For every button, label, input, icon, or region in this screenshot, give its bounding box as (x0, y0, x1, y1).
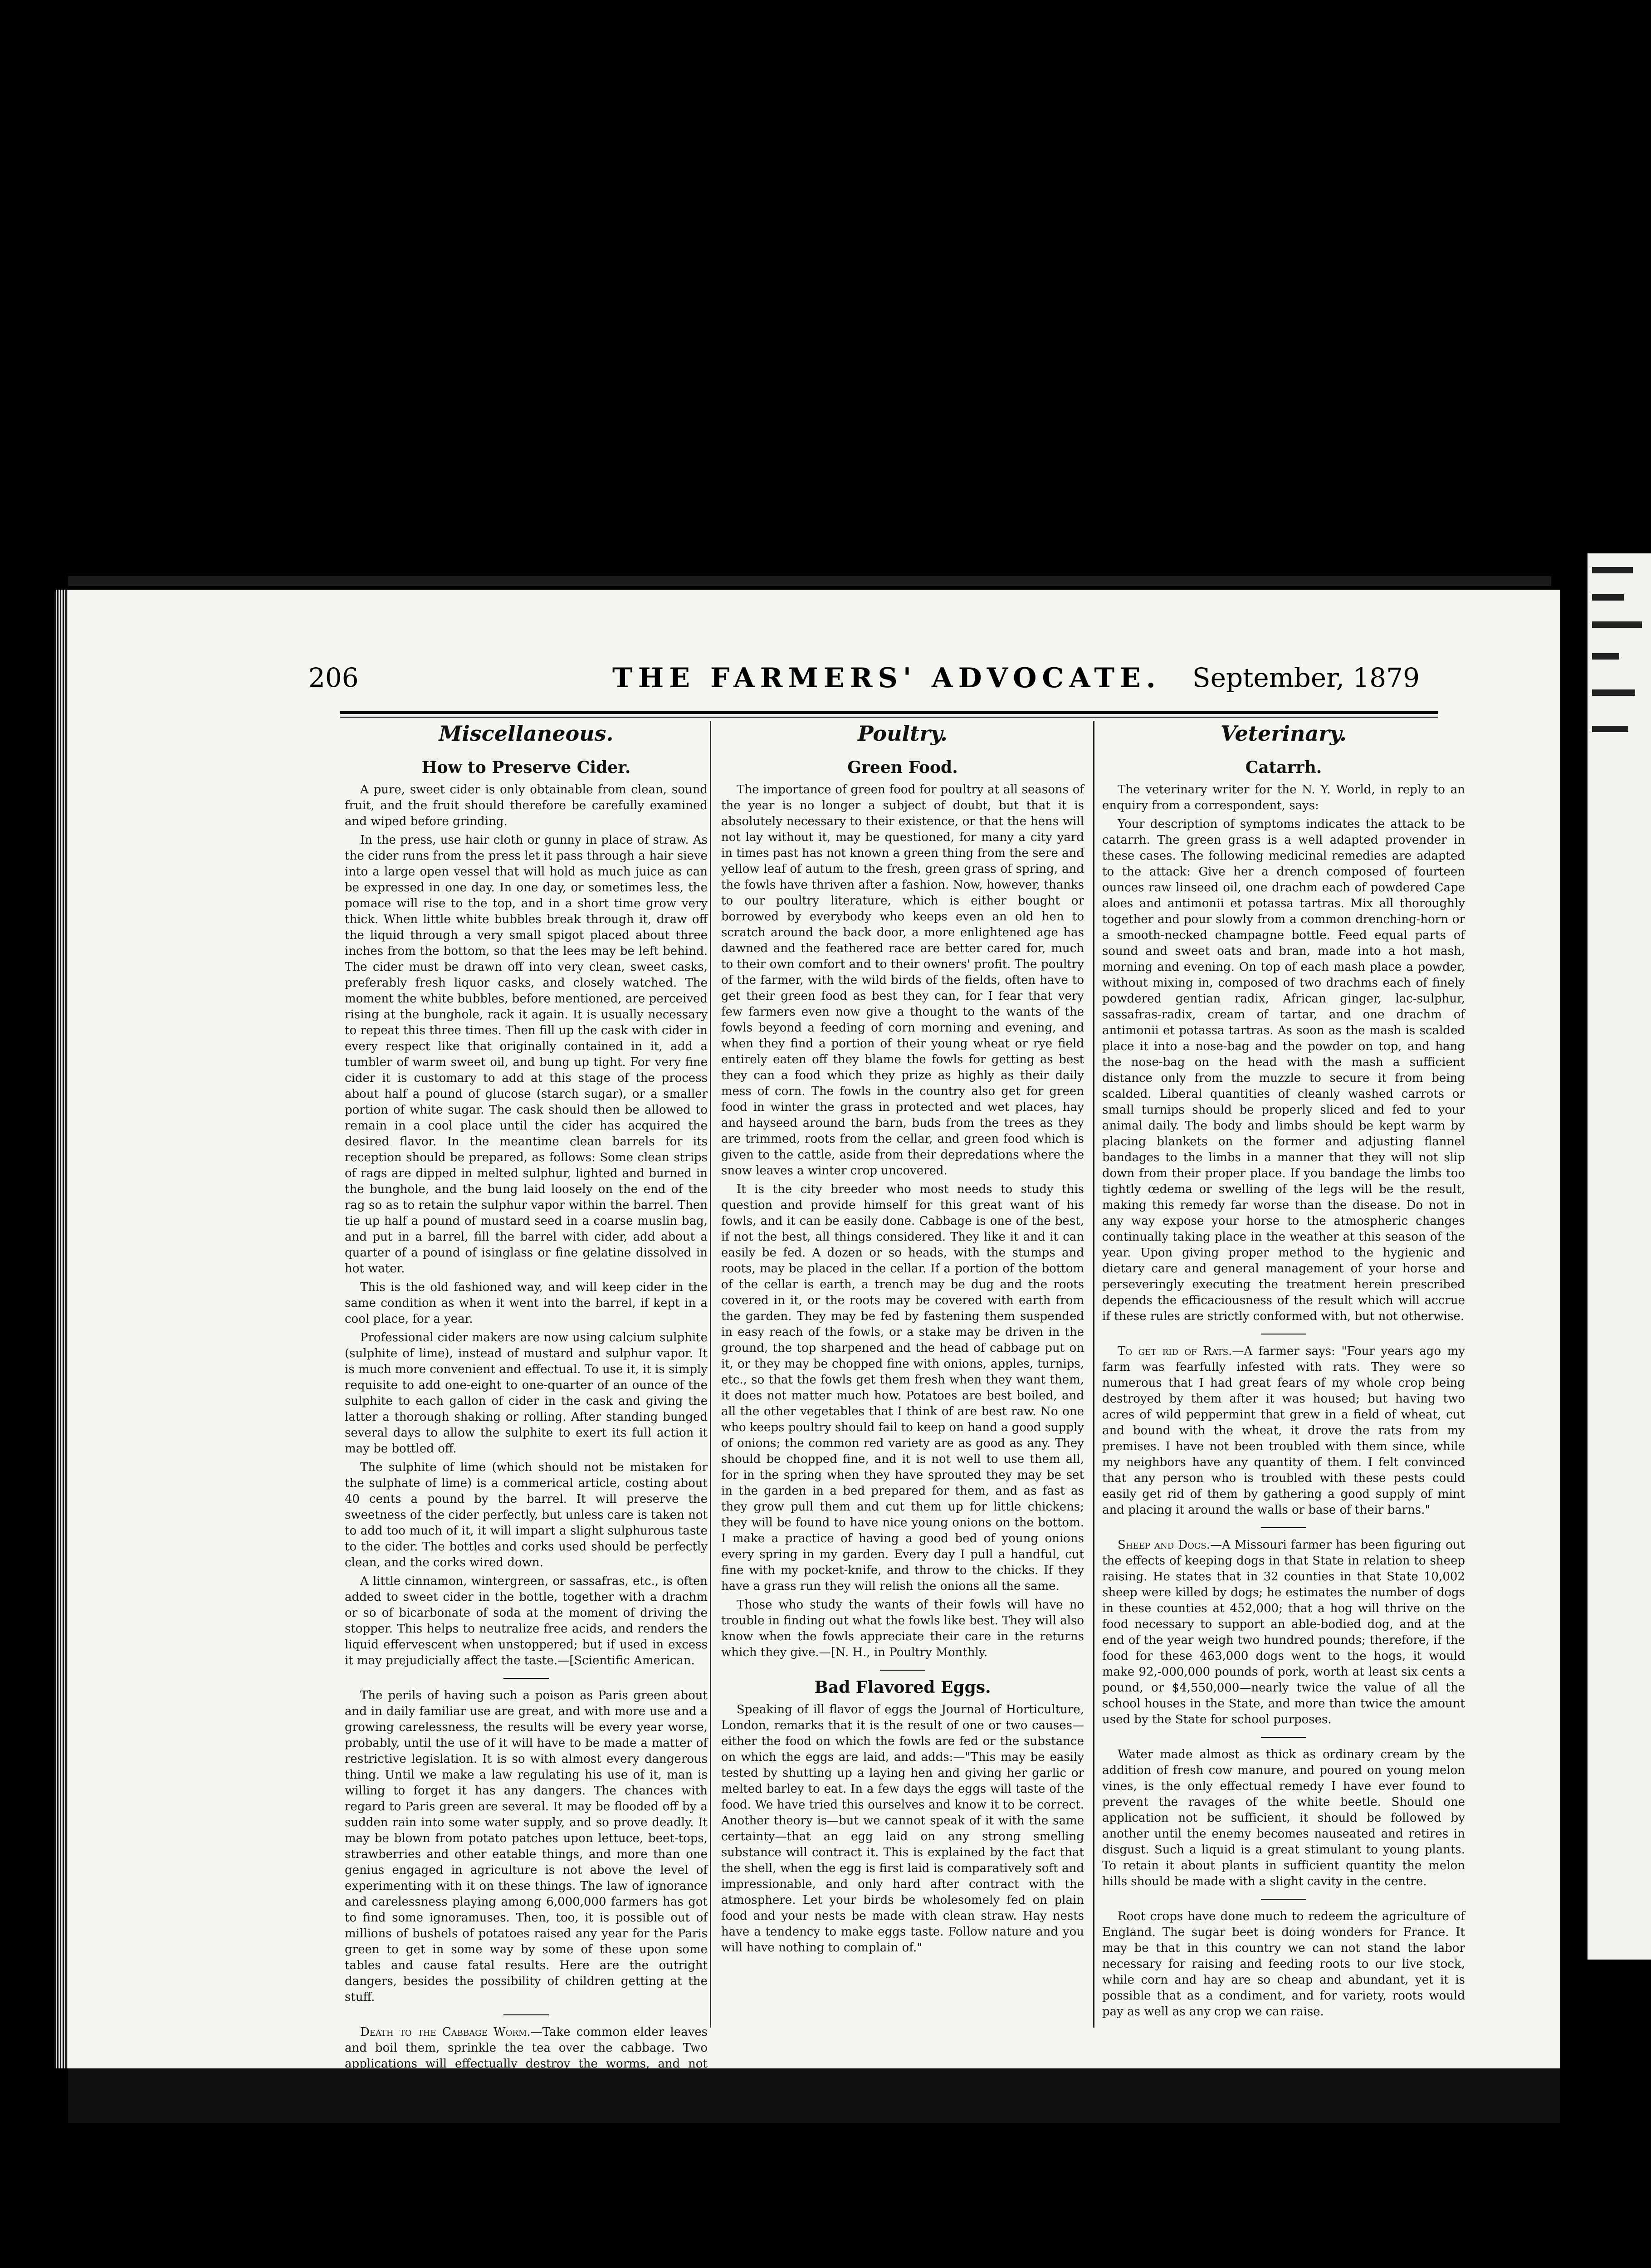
divider (1261, 1737, 1306, 1738)
article-title: Catarrh. (1245, 758, 1322, 777)
item-lead: Death to the Cabbage Worm. (360, 2025, 531, 2039)
article-title: Green Food. (847, 758, 958, 777)
adjacent-text-fragment (1592, 621, 1642, 628)
issue-date: September, 1879 (1192, 662, 1420, 693)
column-poultry (721, 721, 1084, 1959)
paragraph: The importance of green food for poultry at all seasons of the year is no longer a subject of doubt, but that it is absolutely necessary to their existence, or that the hens will not lay without it, may be questioned, for many a city yard in times past has not known a green thing from the sere and yellow leaf of autum to the fresh, green grass of spring, and the fowls have thriven after a fashion. Now, however, thanks to our poultry literature, which is either bought or borrowed by everybody who keeps even an old hen to scratch around the back door, a more enlightened age has dawned and the feathered race are better cared for, much to their own comfort and to their owners' profit. The poultry of the farmer, with the wild birds of the fields, often have to get their green food as best they can, for I fear that very few farmers even now give a thought to the wants of the fowls beyond a feeding of corn morning and evening, and when they find a portion of their young wheat or rye field entirely eaten off they blame the fowls for getting as best they can a food which they prize as highly as their daily mess of corn. The fowls in the country also get for green food in winter the grass in protected and wet places, hay and hayseed around the barn, buds from the trees as they are trimmed, roots from the cellar, and green food which is given to the cattle, aside from their depredations where the snow leaves a winter crop uncovered. (721, 783, 1084, 1178)
adjacent-text-fragment (1592, 726, 1628, 732)
paragraph: Professional cider makers are now using calcium sulphite (sulphite of lime), instead of mustard and sulphur vapor. It is much more convenient and effectual. To use it, it is simply requisite to add one-eight to one-quarter of an ounce of the sulphite to each gallon of cider in the cask and giving the latter a thorough shaking or rolling. After standing bunged several days to allow the sulphite to exert its full action it may be bottled off. (345, 1331, 708, 1456)
paragraph: The sulphite of lime (which should not be mistaken for the sulphate of lime) is a commerical article, costing about 40 cents a pound by the barrel. It will preserve the sweetness of the cider perfectly, but unless care is taken not to add too much of it, it will impart a slight sulphurous taste to the cider. The bottles and corks used should be perfectly clean, and the corks wired down. (345, 1461, 708, 1569)
page-number: 206 (308, 662, 359, 693)
right-frame (1560, 553, 1588, 2168)
section-title: Miscellaneous. (439, 721, 614, 746)
paragraph: The veterinary writer for the N. Y. World, in reply to an enquiry from a correspondent, says: (1102, 783, 1465, 812)
column-divider (1093, 721, 1094, 2028)
adjacent-text-fragment (1592, 594, 1624, 601)
page-header (277, 653, 1456, 699)
paragraph: Those who study the wants of their fowls will have no trouble in finding out what the fowls like best. They will also know when the fowls appreciate their care in the returns which they give.—[N. H., in Poultry Monthly. (721, 1598, 1084, 1659)
divider (503, 1678, 549, 1679)
article-title: How to Preserve Cider. (421, 758, 631, 777)
item-lead: Sheep and Dogs. (1118, 1538, 1210, 1552)
paragraph: Water made almost as thick as ordinary cream by the addition of fresh cow manure, and poured on young melon vines, is the only effectual remedy I have ever found to prevent the ravages of the white beetle. Should one application not be sufficient, it should be followed by another until the enemy becomes nauseated and retires in disgust. Such a liquid is a great stimulant to young plants. To retain it about plants in sufficient quantity the melon hills should be made with a slight cavity in the centre. (1102, 1748, 1465, 1888)
adjacent-text-fragment (1592, 689, 1635, 696)
column-divider (710, 721, 711, 2028)
paragraph: This is the old fashioned way, and will keep cider in the same condition as when it went into the barrel, if kept in a cool place, for a year. (345, 1281, 708, 1326)
section-title: Poultry. (858, 721, 948, 746)
paragraph: —A Missouri farmer has been figuring out the effects of keeping dogs in that State in relation to sheep raising. He states that in 32 counties in that State 10,002 sheep were killed by dogs; he estimates the number of dogs in these counties at 452,000; that a hog will thrive on the food necessary to support an able-bodied dog, and at the end of the year weigh two hundred pounds; therefore, if the food for these 463,000 dogs went to the hogs, it would make 92,-000,000 pounds of pork, worth at least six cents a pound, or $4,550,000—nearly twice the value of all the school houses in the State, and more than twice the amount used by the State for school purposes. (1102, 1538, 1465, 1726)
paragraph: Speaking of ill flavor of eggs the Journal of Horticulture, London, remarks that it is the result of one or two causes—either the food on which the fowls are fed or the substance on which the eggs are laid, and adds:—"This may be easily tested by shutting up a laying hen and giving her garlic or melted barley to eat. In a few days the eggs will taste of the food. We have tried this ourselves and know it to be correct. Another theory is—but we cannot speak of it with the same certainty—that an egg laid on any strong smelling substance will contract it. This is explained by the fact that the shell, when the egg is first laid is comparatively soft and impressionable, and only hard after contract with the atmosphere. Let your birds be wholesomely fed on plain food and your nests be made with clean straw. Hay nests have a tendency to make eggs taste. Follow nature and you will have nothing to complain of." (721, 1703, 1084, 1955)
paragraph: —A farmer says: "Four years ago my farm was fearfully infested with rats. They were so numerous that I had great fears of my whole crop being destroyed by them after it was housed; but having two acres of wild peppermint that grew in a field of wheat, cut and bound with the wheat, it drove the rats from my premises. I have not been troubled with them since, while my neighbors have any quantity of them. I felt convinced that any person who is troubled with these pests could easily get rid of them by gathering a good supply of mint and placing it around the walls or base of their barns." (1102, 1344, 1465, 1517)
top-frame (68, 576, 1551, 586)
divider (503, 2014, 549, 2015)
header-rule-thin (340, 717, 1438, 718)
paragraph: Your description of symptoms indicates the attack to be catarrh. The green grass is a well adapted provender in these cases. The following medicinal remedies are adapted to the attack: Give her a drench composed of fourteen ounces raw linseed oil, one drachm each of powdered Cape aloes and antimonii et potassa tartras. Mix all thoroughly together and pour slowly from a common drenching-horn or a smooth-necked champagne bottle. Feed equal parts of sound and sweet oats and bran, made into a hot mash, morning and evening. On top of each mash place a powder, without mixing in, composed of two drachms each of finely powdered gentian radix, African ginger, lac-sulphur, sassafras-radix, cream of tartar, and one drachm of antimonii et potassa tartras. As soon as the mash is scalded place it into a nose-bag and the powder on top, and hang the nose-bag on the head with the mash a sufficient distance only from the muzzle to secure it from being scalded. Liberal quantities of cleanly washed carrots or small turnips should be properly sliced and fed to your animal daily. The body and limbs should be kept warm by placing blankets on the former and adjusting flannel bandages to the limbs in a manner that they will not slip down from their proper place. If you bandage the limbs too tightly œdema or swelling of the legs will be the result, making this remedy far worse than the disease. Do not in any way expose your horse to the atmospheric changes continually taking place in the weather at this season of the year. Upon giving proper method to the hygienic and dietary care and general management of your horse and perseveringly executing the treatment herein prescribed depends the efficaciousness of the result which will accrue if these rules are strictly conformed with, but not otherwise. (1102, 817, 1465, 1323)
divider (1261, 1527, 1306, 1528)
bottom-frame (68, 2068, 1560, 2123)
item-lead: To get rid of Rats. (1118, 1344, 1232, 1358)
paragraph: A little cinnamon, wintergreen, or sassafras, etc., is often added to sweet cider in the bottle, together with a drachm or so of bicarbonate of soda at the moment of driving the stopper. This helps to neutralize free acids, and renders the liquid effervescent when unstoppered; but if used in excess it may prejudicially affect the taste.—[Scientific American. (345, 1574, 708, 1667)
adjacent-page-edge (1588, 553, 1651, 1960)
adjacent-text-fragment (1592, 567, 1633, 573)
divider (1261, 1899, 1306, 1900)
paragraph: —Take common elder leaves and boil them, sprinkle the tea over the cabbage. Two applications will effectually destroy the worms, and not injure the plants. (345, 2025, 708, 2087)
column-miscellaneous (345, 721, 708, 2091)
paragraph: A pure, sweet cider is only obtainable from clean, sound fruit, and the fruit should therefore be carefully examined and wiped before grinding. (345, 783, 708, 828)
divider (880, 1670, 925, 1671)
section-title: Veterinary. (1221, 721, 1347, 746)
column-veterinary (1102, 721, 1465, 2023)
paragraph: The perils of having such a poison as Paris green about and in daily familiar use are great, and with more use and a growing carelessness, the results will be every year worse, probably, until the use of it will have to be made a matter of restrictive legislation. It is so with almost every dangerous thing. Until we make a law regulating his use of it, man is willing to forget it has any dangers. The chances with regard to Paris green are several. It may be flooded off by a sudden rain into some water supply, and so prove deadly. It may be blown from potato patches upon lettuce, beet-tops, strawberries and other eatable things, and more than one genius engaged in agriculture is not above the level of experimenting with it on these things. The law of ignorance and carelessness playing among 6,000,000 farmers has got to find some ignoramuses. Then, too, it is possible out of millions of bushels of potatoes raised any year for the Paris green to get in some way by some of these upon some tables and cause fatal results. Here are the outright dangers, besides the possibility of children getting at the stuff. (345, 1689, 708, 2004)
article-title: Bad Flavored Eggs. (814, 1678, 991, 1697)
paragraph: It is the city breeder who most needs to study this question and provide himself for this great want of his fowls, and it can be easily done. Cabbage is one of the best, if not the best, all things considered. They like it and it can easily be fed. A dozen or so heads, with the stumps and roots, may be placed in the cellar. If a portion of the bottom of the cellar is earth, a trench may be dug and the roots covered in it, or the roots may be covered with earth from the garden. They may be fed by fastening them suspended in easy reach of the fowls, or a stake may be driven in the ground, the top sharpened and the head of cabbage put on it, or they may be chopped fine with onions, apples, turnips, etc., so that the fowls get them fresh when they want them, it does not matter much how. Potatoes are best boiled, and all the other vegetables that I think of are best raw. No one who keeps poultry should fail to keep on hand a good supply of onions; the common red variety are as good as any. They should be chopped fine, and it is not well to use them all, for in the spring when they have sprouted they may be set in the garden in a bed prepared for them, and as fast as they grow pull them and cut them up for little chickens; they will be found to have nice young onions on the bottom. I make a practice of having a good bed of young onions every spring in my garden. Every day I pull a handful, cut fine with my pocket-knife, and throw to the chicks. If they have a grass run they will relish the onions all the same. (721, 1183, 1084, 1593)
adjacent-text-fragment (1592, 653, 1619, 660)
paragraph: Root crops have done much to redeem the agriculture of England. The sugar beet is doing wonders for France. It may be that in this country we can not stand the labor necessary for raising and feeding roots to our live stock, while corn and hay are so cheap and abundant, yet it is possible that as a condiment, and for variety, roots would pay as well as any crop we can raise. (1102, 1910, 1465, 2019)
paragraph: In the press, use hair cloth or gunny in place of straw. As the cider runs from the press let it pass through a hair sieve into a large open vessel that will hold as much juice as can be expressed in one day. In one day, or sometimes less, the pomace will rise to the top, and in a short time grow very thick. When little white bubbles break through it, draw off the liquid through a very small spigot placed about three inches from the bottom, so that the lees may be left behind. The cider must be drawn off into very clean, sweet casks, preferably fresh liquor casks, and closely watched. The moment the white bubbles, before mentioned, are perceived rising at the bunghole, rack it again. It is usually necessary to repeat this three times. Then fill up the cask with cider in every respect like that originally contained in it, add a tumbler of warm sweet oil, and bung up tight. For very fine cider it is customary to add at this stage of the process about half a pound of glucose (starch sugar), or a smaller portion of white sugar. The cask should then be allowed to remain in a cool place until the cider has acquired the desired flavor. In the meantime clean barrels for its reception should be prepared, as follows: Some clean strips of rags are dipped in melted sulphur, lighted and burned in the bunghole, and the bung laid loosely on the end of the rag so as to retain the sulphur vapor within the barrel. Then tie up half a pound of mustard seed in a coarse muslin bag, and put in a barrel, fill the barrel with cider, add about a quarter of a pound of isinglass or fine gelatine dissolved in hot water. (345, 833, 708, 1276)
masthead: THE FARMERS' ADVOCATE. (612, 662, 1161, 694)
header-rule (340, 711, 1438, 714)
